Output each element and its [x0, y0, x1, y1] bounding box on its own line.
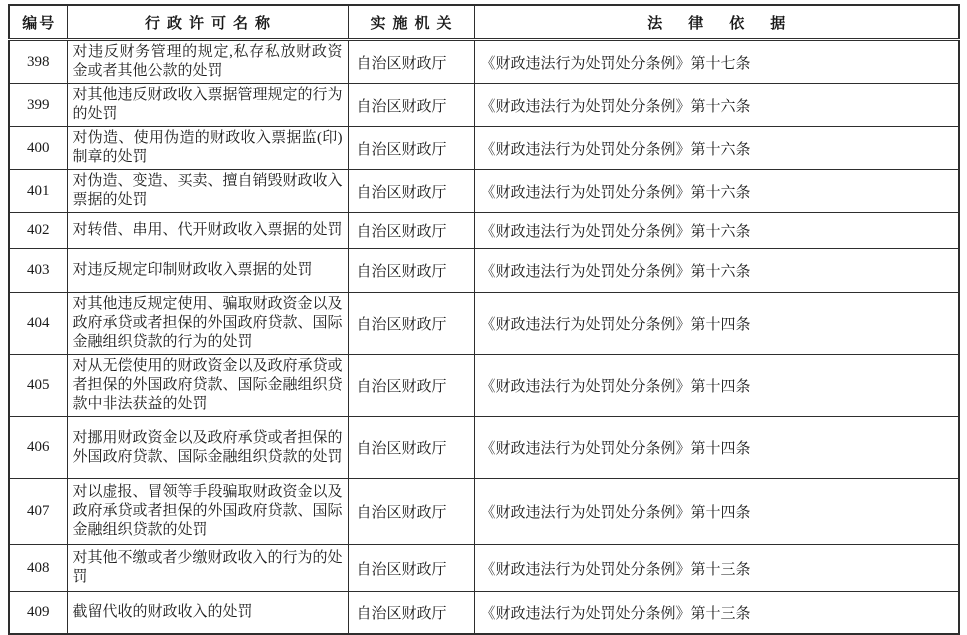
agency-cell: 自治区财政厅 — [348, 170, 474, 213]
legal-basis-cell: 《财政违法行为处罚处分条例》第十六条 — [474, 84, 959, 127]
table-row — [9, 84, 959, 127]
row-number-cell: 407 — [9, 479, 67, 545]
agency-cell: 自治区财政厅 — [348, 355, 474, 417]
table-row — [9, 592, 959, 634]
permit-name-cell: 对以虚报、冒领等手段骗取财政资金以及政府承贷或者担保的外国政府贷款、国际金融组织贷款的处罚 — [67, 479, 348, 545]
legal-basis-cell: 《财政违法行为处罚处分条例》第十六条 — [474, 127, 959, 170]
table-row — [9, 40, 959, 84]
row-number-cell: 408 — [9, 545, 67, 592]
table-row — [9, 355, 959, 417]
permit-name-cell: 对其他不缴或者少缴财政收入的行为的处罚 — [67, 545, 348, 592]
row-number-cell: 401 — [9, 170, 67, 213]
table-row — [9, 170, 959, 213]
legal-basis-cell: 《财政违法行为处罚处分条例》第十七条 — [474, 40, 959, 84]
permit-name-cell: 对挪用财政资金以及政府承贷或者担保的外国政府贷款、国际金融组织贷款的处罚 — [67, 417, 348, 479]
legal-basis-cell: 《财政违法行为处罚处分条例》第十四条 — [474, 293, 959, 355]
permit-name-cell: 对违反财务管理的规定,私存私放财政资金或者其他公款的处罚 — [67, 40, 348, 84]
legal-basis-cell: 《财政违法行为处罚处分条例》第十六条 — [474, 249, 959, 293]
row-number-cell: 405 — [9, 355, 67, 417]
column-header-legal-basis: 法律依据 — [474, 5, 959, 40]
table-row — [9, 293, 959, 355]
row-number-cell: 398 — [9, 40, 67, 84]
agency-cell: 自治区财政厅 — [348, 417, 474, 479]
agency-cell: 自治区财政厅 — [348, 293, 474, 355]
legal-basis-cell: 《财政违法行为处罚处分条例》第十三条 — [474, 592, 959, 634]
legal-basis-cell: 《财政违法行为处罚处分条例》第十四条 — [474, 355, 959, 417]
row-number-cell: 409 — [9, 592, 67, 634]
column-header-number: 编号 — [9, 5, 67, 40]
permit-name-cell: 对违反规定印制财政收入票据的处罚 — [67, 249, 348, 293]
agency-cell: 自治区财政厅 — [348, 249, 474, 293]
agency-cell: 自治区财政厅 — [348, 479, 474, 545]
administrative-penalties-table — [8, 4, 960, 635]
permit-name-cell: 对从无偿使用的财政资金以及政府承贷或者担保的外国政府贷款、国际金融组织贷款中非法获益的处罚 — [67, 355, 348, 417]
table-row — [9, 127, 959, 170]
legal-basis-cell: 《财政违法行为处罚处分条例》第十六条 — [474, 170, 959, 213]
permit-name-cell: 对其他违反规定使用、骗取财政资金以及政府承贷或者担保的外国政府贷款、国际金融组织贷款的行为的处罚 — [67, 293, 348, 355]
row-number-cell: 400 — [9, 127, 67, 170]
permit-name-cell: 对转借、串用、代开财政收入票据的处罚 — [67, 213, 348, 249]
row-number-cell: 403 — [9, 249, 67, 293]
agency-cell: 自治区财政厅 — [348, 84, 474, 127]
table-header-row — [9, 5, 959, 40]
legal-basis-cell: 《财政违法行为处罚处分条例》第十三条 — [474, 545, 959, 592]
table-row — [9, 249, 959, 293]
agency-cell: 自治区财政厅 — [348, 40, 474, 84]
agency-cell: 自治区财政厅 — [348, 592, 474, 634]
agency-cell: 自治区财政厅 — [348, 213, 474, 249]
permit-name-cell: 对伪造、使用伪造的财政收入票据监(印)制章的处罚 — [67, 127, 348, 170]
row-number-cell: 402 — [9, 213, 67, 249]
row-number-cell: 406 — [9, 417, 67, 479]
legal-basis-cell: 《财政违法行为处罚处分条例》第十四条 — [474, 417, 959, 479]
table-row — [9, 479, 959, 545]
table-row — [9, 417, 959, 479]
permit-name-cell: 截留代收的财政收入的处罚 — [67, 592, 348, 634]
agency-cell: 自治区财政厅 — [348, 545, 474, 592]
legal-basis-cell: 《财政违法行为处罚处分条例》第十六条 — [474, 213, 959, 249]
row-number-cell: 399 — [9, 84, 67, 127]
permit-name-cell: 对其他违反财政收入票据管理规定的行为的处罚 — [67, 84, 348, 127]
agency-cell: 自治区财政厅 — [348, 127, 474, 170]
row-number-cell: 404 — [9, 293, 67, 355]
column-header-agency: 实施机关 — [348, 5, 474, 40]
permit-name-cell: 对伪造、变造、买卖、擅自销毁财政收入票据的处罚 — [67, 170, 348, 213]
table-row — [9, 213, 959, 249]
legal-basis-cell: 《财政违法行为处罚处分条例》第十四条 — [474, 479, 959, 545]
table-row — [9, 545, 959, 592]
column-header-permit-name: 行政许可名称 — [67, 5, 348, 40]
